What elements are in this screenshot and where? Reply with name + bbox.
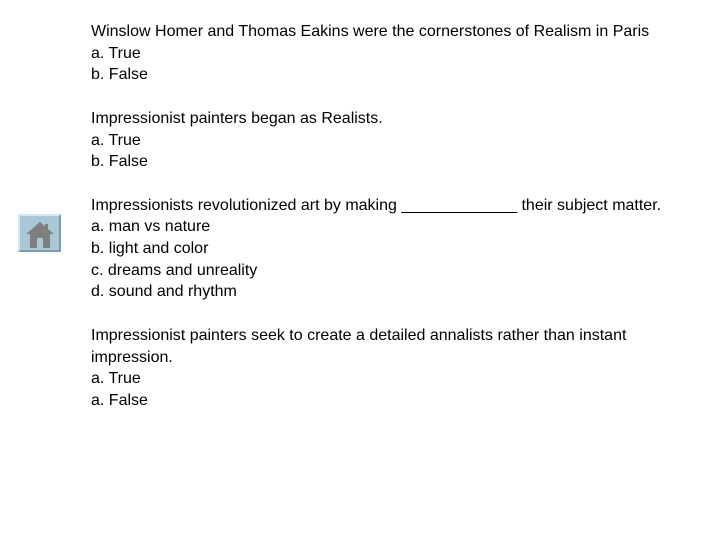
question-3: [91, 195, 691, 304]
answer-option: a. False: [91, 391, 148, 409]
answer-option: b. light and color: [91, 240, 209, 257]
answer-option: c. dreams and unreality: [91, 261, 258, 279]
answer-option: a. man vs nature: [91, 218, 211, 236]
question-1: [91, 21, 691, 86]
question-prompt: Impressionist painters began as Realists.: [91, 109, 383, 127]
answer-option: d. sound and rhythm: [91, 283, 237, 301]
question-4: [91, 325, 691, 412]
quiz-list: [91, 21, 691, 433]
house-icon: [25, 219, 55, 249]
question-prompt: Impressionist painters seek to create a detailed annalists rather than instant impression.: [91, 326, 627, 366]
answer-option: a. True: [91, 370, 141, 388]
question-prompt: Winslow Homer and Thomas Eakins were the cornerstones of Realism in Paris: [91, 23, 650, 40]
question-2: [91, 108, 691, 173]
answer-option: a. True: [91, 131, 141, 149]
question-prompt: Impressionists revolutionized art by making _____________ their subject matter.: [91, 196, 662, 214]
home-button[interactable]: [18, 214, 61, 252]
answer-option: a. True: [91, 44, 141, 62]
answer-option: b. False: [91, 66, 148, 84]
answer-option: b. False: [91, 153, 148, 171]
